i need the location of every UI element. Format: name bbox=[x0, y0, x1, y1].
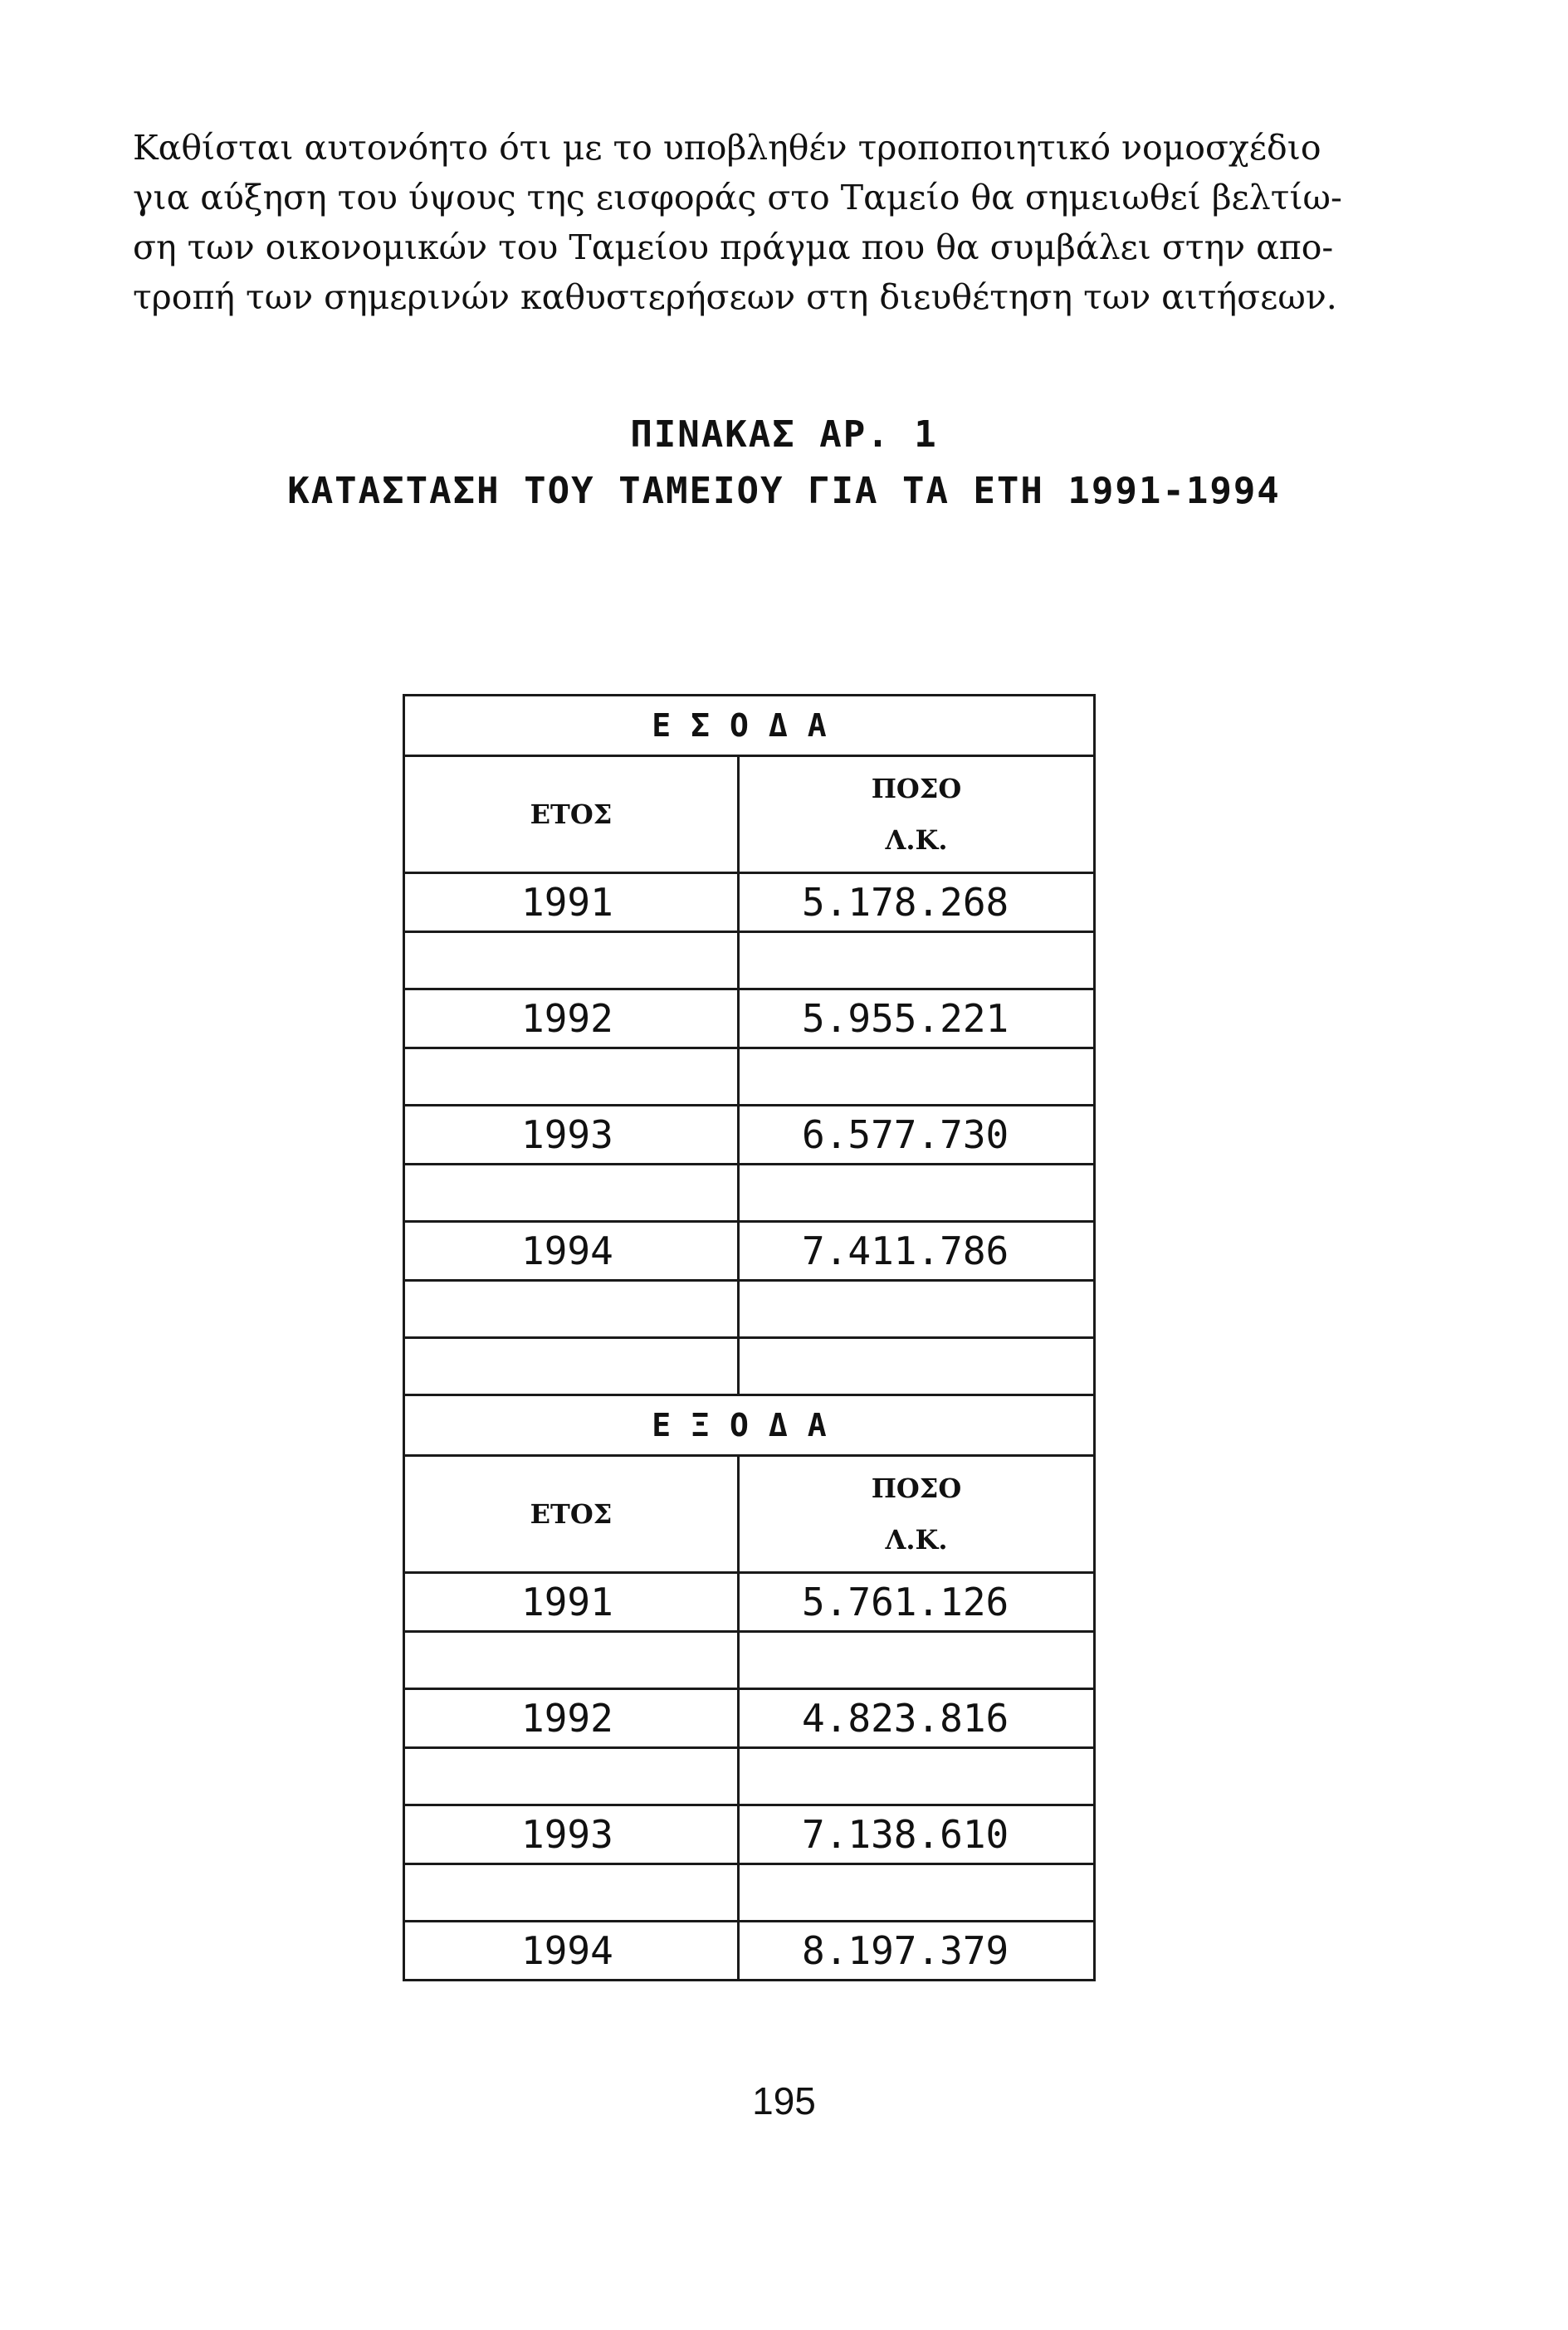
amount-cell: 6.577.730 bbox=[739, 1106, 1095, 1165]
expenses-heading: ΕΞΟΔΑ bbox=[404, 1395, 1095, 1456]
income-year-column-label: ΕΤΟΣ bbox=[404, 756, 739, 873]
body-paragraph bbox=[133, 123, 1440, 322]
year-cell: 1991 bbox=[404, 1573, 739, 1632]
table-row bbox=[404, 1106, 1095, 1165]
amount-cell: 5.761.126 bbox=[739, 1573, 1095, 1632]
amount-cell: 7.138.610 bbox=[739, 1805, 1095, 1864]
table-row bbox=[404, 1922, 1095, 1981]
empty-row bbox=[404, 1281, 1095, 1338]
year-cell: 1994 bbox=[404, 1222, 739, 1281]
year-cell: 1992 bbox=[404, 989, 739, 1048]
table-row bbox=[404, 873, 1095, 932]
year-cell: 1993 bbox=[404, 1805, 739, 1864]
empty-row bbox=[404, 1632, 1095, 1689]
amount-label-line2: Λ.Κ. bbox=[885, 824, 948, 856]
year-cell: 1992 bbox=[404, 1689, 739, 1748]
table-row bbox=[404, 1573, 1095, 1632]
paragraph-line: τροπή των σημερινών καθυστερήσεων στη διευθέτηση των αιτήσεων. bbox=[133, 277, 1337, 317]
year-cell: 1993 bbox=[404, 1106, 739, 1165]
amount-label-line1: ΠΟΣΟ bbox=[871, 773, 962, 804]
empty-row bbox=[404, 1338, 1095, 1395]
table-row bbox=[404, 1689, 1095, 1748]
amount-cell: 8.197.379 bbox=[739, 1922, 1095, 1981]
amount-cell: 4.823.816 bbox=[739, 1689, 1095, 1748]
amount-cell: 5.178.268 bbox=[739, 873, 1095, 932]
table-number-title: ΠΙΝΑΚΑΣ ΑΡ. 1 bbox=[630, 413, 938, 456]
empty-row bbox=[404, 932, 1095, 989]
paragraph-line: ση των οικονομικών του Ταμείου πράγμα που θα συμβάλει στην απο- bbox=[133, 227, 1334, 267]
amount-label-line1: ΠΟΣΟ bbox=[871, 1473, 962, 1504]
amount-cell: 7.411.786 bbox=[739, 1222, 1095, 1281]
empty-row bbox=[404, 1864, 1095, 1922]
year-cell: 1994 bbox=[404, 1922, 739, 1981]
paragraph-line: για αύξηση του ύψους της εισφοράς στο Ταμείο θα σημειωθεί βελτίω- bbox=[133, 178, 1342, 217]
income-amount-column-label bbox=[739, 756, 1095, 873]
expenses-year-column-label: ΕΤΟΣ bbox=[404, 1456, 739, 1573]
income-column-header bbox=[404, 756, 1095, 873]
table-row bbox=[404, 1222, 1095, 1281]
table-subtitle: ΚΑΤΑΣΤΑΣΗ ΤΟΥ ΤΑΜΕΙΟΥ ΓΙΑ ΤΑ ΕΤΗ 1991-1994 bbox=[287, 470, 1281, 512]
expenses-section-header bbox=[404, 1395, 1095, 1456]
page-number: 195 bbox=[752, 2079, 816, 2122]
expenses-column-header bbox=[404, 1456, 1095, 1573]
amount-label-line2: Λ.Κ. bbox=[885, 1524, 948, 1556]
income-section-header bbox=[404, 696, 1095, 756]
income-heading: ΕΣΟΔΑ bbox=[404, 696, 1095, 756]
paragraph-line: Καθίσται αυτονόητο ότι με το υποβληθέν τροποποιητικό νομοσχέδιο bbox=[133, 128, 1321, 168]
amount-cell: 5.955.221 bbox=[739, 989, 1095, 1048]
expenses-amount-column-label bbox=[739, 1456, 1095, 1573]
table-row bbox=[404, 1805, 1095, 1864]
fund-status-table bbox=[403, 694, 1096, 1981]
table-row bbox=[404, 989, 1095, 1048]
empty-row bbox=[404, 1048, 1095, 1106]
year-cell: 1991 bbox=[404, 873, 739, 932]
empty-row bbox=[404, 1165, 1095, 1222]
empty-row bbox=[404, 1748, 1095, 1805]
